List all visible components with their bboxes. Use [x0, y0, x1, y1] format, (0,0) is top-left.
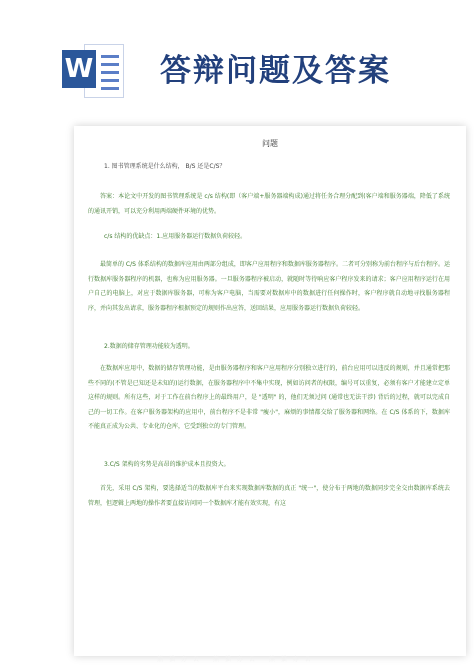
watermark: 熊猫办公 熊猫办公 熊猫办公: [157, 656, 317, 663]
word-document-icon: [62, 40, 124, 100]
paragraph-2: 在数据库应用中，数据的储存管理功能，是由服务器程序和客户应用程序分别独立进行的，前台应用可以违反的规则，并且通常把那些不同的(不管是已知还是未知的)运行数据，在服务器程序中不集中实现，例如访问者的权限，编号可以重复，必须有客户才能建立定单这样的规则。所有这些，对于工作在前台程序上的最终用户，是 "透明" 的，他们无须过问 (通常也无法干涉) 背后的过程，就可以完成自己的一切工作。在客户服务器架构的应用中，前台程序不是非常 "瘦小"，麻烦的事情都交给了服务器和网络。在 C/S 体系的下，数据库不能真正成为公共、专业化的仓库，它受到独立的专门管理。: [88, 365, 450, 430]
document-page: [74, 126, 466, 656]
banner-title: 答辩问题及答案: [160, 53, 391, 89]
document-title: 问题: [262, 139, 278, 148]
paragraph-3: 首先，采用 C/S 架构，要选择适当的数据库平台来实现数据库数据的真正 "统一"，使分布于两地的数据同步完全交由数据库系统去管理，但逻辑上两地的操作者要直接访问同一个数据库才能有效实现，有这: [88, 485, 450, 507]
advantages-heading: c/s 结构的优缺点：1.应用服务器运行数据负荷较轻。: [104, 233, 247, 240]
word-logo-letter: W: [62, 50, 96, 88]
point-3-heading: 3.C/S 架构的劣势是高昂的维护成本且投资大。: [104, 461, 230, 468]
point-2-heading: 2.数据的储存管理功能较为透明。: [104, 343, 194, 350]
paragraph-1: 最简单的 C/S 体系结构的数据库应用由两部分组成，即客户应用程序和数据库服务器程序。二者可分别称为前台程序与后台程序。运行数据库服务器程序的机器，也称为应用服务器。一旦服务器程序被启动，就随时等待响应客户程序发来的请求；客户应用程序运行在用户自己的电脑上，对应于数据库服务器，可称为客户电脑，当需要对数据库中的数据进行任何操作时，客户程序就自动地寻找服务器程序，并向其发出请求，服务器程序根据预定的规则作出应答，送回结果，应用服务器运行数据负荷较轻。: [88, 261, 450, 312]
header-banner: [0, 0, 474, 110]
answer-paragraph: 答案：本论文中开发的图书管理系统是 c/s 结构(即（客户端+服务器端构成)通过将任务合理分配到(客户端和服务器端，降低了系统的通讯开销，可以充分利用两端硬件环境的优势。: [88, 193, 450, 215]
question-1: 1. 图书管理系统是什么结构， B/S 还是C/S？: [104, 163, 226, 170]
